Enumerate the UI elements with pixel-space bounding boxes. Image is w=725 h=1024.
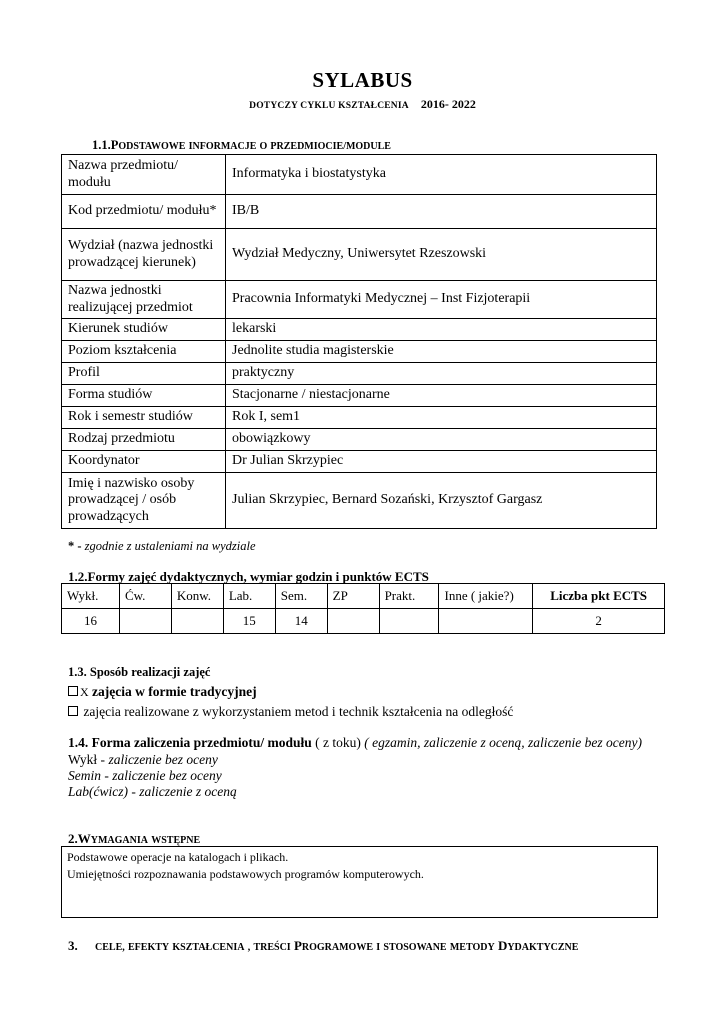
info-label: Rodzaj przedmiotu — [62, 429, 226, 451]
document-title: SYLABUS — [312, 68, 413, 92]
info-row — [62, 429, 657, 451]
subtitle-years: 2016- 2022 — [420, 97, 476, 111]
info-label: Nazwa przedmiotu/ modułu — [62, 155, 226, 195]
footnote-text: zgodnie z ustaleniami na wydziale — [84, 539, 256, 553]
ects-value-cell: 16 — [62, 609, 120, 634]
info-label: Nazwa jednostki realizującej przedmiot — [62, 281, 226, 319]
info-row — [62, 155, 657, 195]
course-info-table — [61, 154, 657, 529]
ects-value-cell — [171, 609, 223, 634]
delivery-option-traditional-label: zajęcia w formie tradycyjnej — [92, 684, 257, 699]
assessment-lecture-label: Wykł - — [68, 752, 106, 767]
ects-header-cell: Prakt. — [379, 584, 439, 609]
info-row — [62, 363, 657, 385]
checkbox-mark: X — [80, 685, 89, 699]
section-1-4-title: 1.4. Forma zaliczenia przedmiotu/ modułu — [68, 735, 312, 750]
delivery-option-remote-label: zajęcia realizowane z wykorzystaniem metod i technik kształcenia na odległość — [83, 704, 514, 719]
section-1-4-paren: ( z toku) — [315, 735, 361, 750]
ects-values-row — [62, 609, 665, 634]
ects-value-cell — [327, 609, 379, 634]
section-2-number: 2. — [68, 831, 78, 846]
assessment-lab: Lab(ćwicz) - zaliczenie z oceną — [68, 784, 237, 799]
info-label: Rok i semestr studiów — [62, 407, 226, 429]
info-label: Koordynator — [62, 451, 226, 473]
ects-header-cell: ZP — [327, 584, 379, 609]
checkbox-icon[interactable] — [68, 686, 78, 696]
info-value: praktyczny — [226, 363, 657, 385]
info-value: Dr Julian Skrzypiec — [226, 451, 657, 473]
info-row — [62, 473, 657, 529]
info-value: Julian Skrzypiec, Bernard Sozański, Krzysztof Gargasz — [226, 473, 657, 529]
section-1-4-heading — [68, 735, 642, 751]
prerequisite-line: Podstawowe operacje na katalogach i plikach. — [67, 850, 289, 864]
info-row — [62, 195, 657, 229]
delivery-option-remote[interactable] — [68, 704, 513, 720]
ects-header-cell: Wykł. — [62, 584, 120, 609]
ects-value-cell: 14 — [275, 609, 327, 634]
info-row — [62, 385, 657, 407]
section-1-1-title-text: ODSTAWOWE INFORMACJE O PRZEDMIOCIE/MODULE — [118, 141, 391, 152]
section-1-1-heading — [92, 138, 391, 153]
info-label: Wydział (nazwa jednostki prowadzącej kierunek) — [62, 229, 226, 281]
info-row — [62, 341, 657, 363]
info-value: lekarski — [226, 319, 657, 341]
ects-header-cell: Lab. — [223, 584, 275, 609]
assessment-lecture — [68, 752, 218, 768]
section-2-heading — [68, 831, 200, 847]
section-1-1-number: 1.1. — [92, 138, 111, 152]
subtitle-text: DOTYCZY CYKLU KSZTAŁCENIA — [249, 101, 409, 111]
info-value: IB/B — [226, 195, 657, 229]
info-row — [62, 229, 657, 281]
info-label: Kierunek studiów — [62, 319, 226, 341]
ects-value-cell: 2 — [533, 609, 665, 634]
info-value: Rok I, sem1 — [226, 407, 657, 429]
info-value: Informatyka i biostatystyka — [226, 155, 657, 195]
prerequisites-box — [61, 846, 658, 918]
info-row — [62, 407, 657, 429]
ects-value-cell: 15 — [223, 609, 275, 634]
checkbox-icon[interactable] — [68, 706, 78, 716]
info-row — [62, 451, 657, 473]
assessment-lecture-value: zaliczenie bez oceny — [108, 752, 218, 767]
ects-value-cell — [439, 609, 533, 634]
info-value: Pracownia Informatyki Medycznej – Inst Fizjoterapii — [226, 281, 657, 319]
section-2-title: WYMAGANIA WSTĘPNE — [77, 831, 201, 846]
prerequisite-line: Umiejętności rozpoznawania podstawowych programów komputerowych. — [67, 867, 424, 881]
info-value: obowiązkowy — [226, 429, 657, 451]
ects-header-cell: Inne ( jakie?) — [439, 584, 533, 609]
info-value: Wydział Medyczny, Uniwersytet Rzeszowski — [226, 229, 657, 281]
info-value: Stacjonarne / niestacjonarne — [226, 385, 657, 407]
section-3-heading — [68, 938, 578, 954]
info-row — [62, 319, 657, 341]
footnote-mark: * - — [68, 539, 82, 553]
info-label: Profil — [62, 363, 226, 385]
table-footnote — [68, 539, 256, 554]
delivery-option-traditional[interactable] — [68, 684, 257, 700]
info-label: Imię i nazwisko osoby prowadzącej / osób prowadzących — [62, 473, 226, 529]
ects-header-row — [62, 584, 665, 609]
section-1-4-options: ( egzamin, zaliczenie z oceną, zaliczenie bez oceny) — [364, 735, 643, 750]
ects-header-cell: Ćw. — [119, 584, 171, 609]
section-1-3-heading: 1.3. Sposób realizacji zajęć — [68, 665, 211, 679]
ects-header-cell: Liczba pkt ECTS — [533, 584, 665, 609]
ects-value-cell — [379, 609, 439, 634]
ects-table — [61, 583, 665, 634]
ects-value-cell — [119, 609, 171, 634]
info-label: Kod przedmiotu/ modułu* — [62, 195, 226, 229]
ects-header-cell: Konw. — [171, 584, 223, 609]
assessment-seminar: Semin - zaliczenie bez oceny — [68, 768, 222, 783]
section-1-1-title: PODSTAWOWE INFORMACJE O PRZEDMIOCIE/MODULE — [110, 138, 391, 152]
section-3-number: 3. — [68, 938, 78, 953]
document-subtitle — [0, 95, 725, 113]
info-label: Poziom kształcenia — [62, 341, 226, 363]
ects-header-cell: Sem. — [275, 584, 327, 609]
info-value: Jednolite studia magisterskie — [226, 341, 657, 363]
info-row — [62, 281, 657, 319]
info-label: Forma studiów — [62, 385, 226, 407]
section-1-2-heading: 1.2.Formy zajęć dydaktycznych, wymiar godzin i punktów ECTS — [68, 569, 429, 584]
section-3-title: CELE, EFEKTY KSZTAŁCENIA , TREŚCI PROGRAMOWE I STOSOWANE METODY DYDAKTYCZNE — [95, 938, 579, 953]
